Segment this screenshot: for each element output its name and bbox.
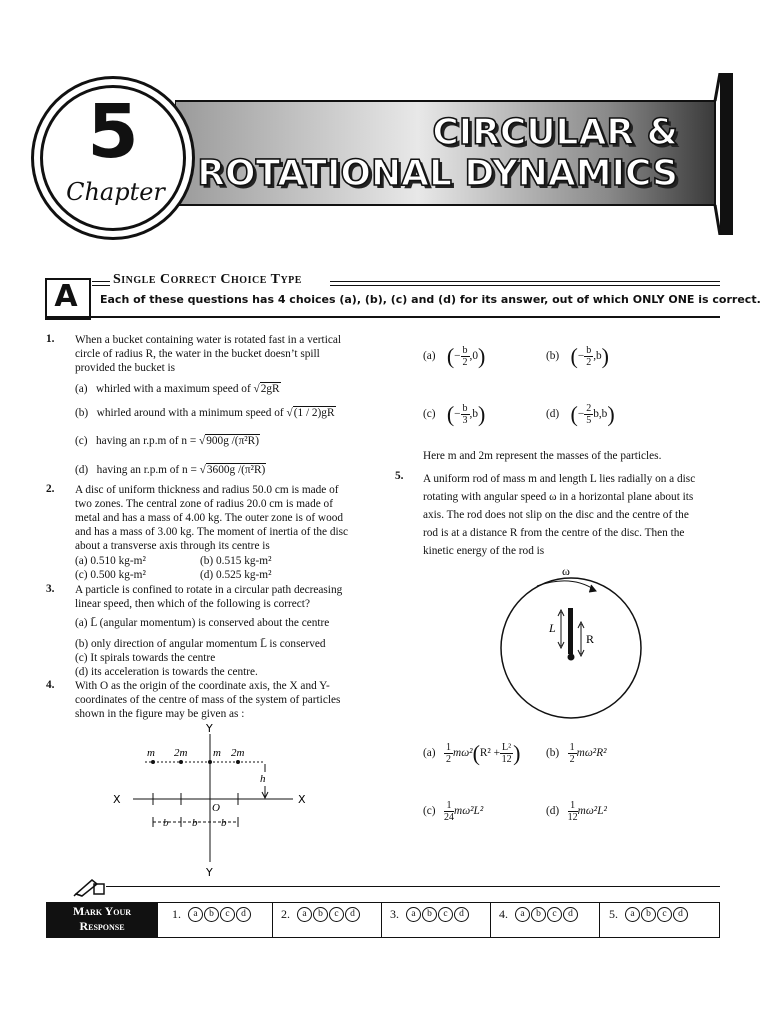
response-q3[interactable]: 3. a b c d <box>390 907 469 922</box>
q5-disc-figure <box>495 560 655 720</box>
q5-option-a: (a) $\frac{1}{2}$ mω²(R² + $\frac{\text{L²}}{12}$ ) <box>423 740 521 766</box>
pencil-hand-icon <box>72 874 106 898</box>
bubble-a[interactable]: a <box>515 907 530 922</box>
q5-L-label: L <box>549 621 556 635</box>
q2-option-b: (b) 0.515 kg-m² <box>200 555 272 567</box>
bubble-c[interactable]: c <box>547 907 562 922</box>
q5-option-c: (c) $\frac{1}{24}$ mω²L² <box>423 800 484 823</box>
bubble-b[interactable]: b <box>422 907 437 922</box>
bubble-d[interactable]: d <box>345 907 360 922</box>
section-rule-long <box>330 281 720 282</box>
q4-coordinate-figure <box>105 720 325 880</box>
q1-option-b: (b) whirled around with a minimum speed of √(1 / 2)gR <box>75 407 335 419</box>
q4-stem: With O as the origin of the coordinate axis, the X and Y- coordinates of the centre of mass of the system of particles shown in the figure may be given as : <box>75 680 341 720</box>
bubble-c[interactable]: c <box>329 907 344 922</box>
bubble-b[interactable]: b <box>204 907 219 922</box>
section-divider <box>45 316 720 318</box>
q4-y-bottom: Y <box>206 866 213 879</box>
q4-m2: 2m <box>174 747 188 759</box>
q1-stem <box>75 333 375 375</box>
q2-option-d: (d) 0.525 kg-m² <box>200 569 272 581</box>
q4-option-b: (b) (− $\frac{b}{2}$ ,b) <box>546 343 609 369</box>
bubble-a[interactable]: a <box>188 907 203 922</box>
section-rule-short <box>92 285 110 286</box>
response-q2[interactable]: 2. a b c d <box>281 907 360 922</box>
bubble-a[interactable]: a <box>297 907 312 922</box>
q4-m1: m <box>147 747 155 759</box>
q5-number: 5. <box>395 470 404 482</box>
q4-x-right: X <box>298 793 306 806</box>
q3-number: 3. <box>46 583 55 595</box>
q4-h: h <box>260 773 266 785</box>
q3-option-c: (c) It spirals towards the centre <box>75 652 216 664</box>
q1-option-a: (a) whirled with a maximum speed of √2gR <box>75 383 280 395</box>
q1-line: When a bucket containing water is rotated fast in a vertical <box>75 334 341 346</box>
response-q5[interactable]: 5. a b c d <box>609 907 688 922</box>
q1-line: circle of radius R, the water in the bucket doesn’t spill <box>75 348 320 360</box>
q2-option-a: (a) 0.510 kg-m² <box>75 555 146 567</box>
q4-y-top: Y <box>206 722 213 735</box>
bubble-d[interactable]: d <box>673 907 688 922</box>
section-description: Each of these questions has 4 choices (a), (b), (c) and (d) for its answer, out of which ONLY ONE is correct. <box>100 293 761 306</box>
response-q4[interactable]: 4. a b c d <box>499 907 578 922</box>
q1-number: 1. <box>46 333 55 345</box>
section-letter: A <box>54 279 78 314</box>
section-rule-long2 <box>330 285 720 286</box>
q5-R-label: R <box>586 632 595 646</box>
q4-origin: O <box>212 802 220 814</box>
q4-option-c: (c) (− $\frac{b}{3}$ ,b) <box>423 401 486 427</box>
section-rule-short2 <box>92 281 110 282</box>
response-q1[interactable]: 1. a b c d <box>172 907 251 922</box>
q4-number: 4. <box>46 679 55 691</box>
bubble-b[interactable]: b <box>641 907 656 922</box>
q4-m3: m <box>213 747 221 759</box>
bubble-c[interactable]: c <box>220 907 235 922</box>
q2-option-c: (c) 0.500 kg-m² <box>75 569 146 581</box>
q5-omega: ω <box>562 564 570 578</box>
chapter-title-line2: ROTATIONAL DYNAMICS <box>197 153 678 194</box>
bubble-a[interactable]: a <box>406 907 421 922</box>
bubble-d[interactable]: d <box>563 907 578 922</box>
q3-option-d: (d) its acceleration is towards the centre. <box>75 666 258 678</box>
q1-option-c: (c) having an r.p.m of n = √900g /(π²R) <box>75 435 259 447</box>
q4-b1: b <box>163 817 169 829</box>
q5-option-d: (d) $\frac{1}{12}$ mω²L² <box>546 800 607 823</box>
chapter-title-line1: CIRCULAR & <box>432 112 678 153</box>
q3-option-b: (b) only direction of angular momentum L̄ is conserved <box>75 638 326 650</box>
section-title: Single Correct Choice Type <box>113 272 302 287</box>
q5-stem: A uniform rod of mass m and length L lies radially on a disc rotating with angular speed ω in a horizontal plane about its axis. The rod does not slip on the disc and the centre of the rod is at a distance R from the centre of the disc. Then the kinetic energy of the rod is <box>423 473 696 557</box>
bubble-c[interactable]: c <box>657 907 672 922</box>
q4-b3: b <box>221 817 227 829</box>
q4-option-d: (d) (− $\frac{2}{5}$ b,b) <box>546 401 615 427</box>
q1-line: provided the bucket is <box>75 362 176 374</box>
q4-note: Here m and 2m represent the masses of the particles. <box>423 450 662 462</box>
q3-option-a: (a) L̄ (angular momentum) is conserved about the centre <box>75 617 330 629</box>
q5-option-b: (b) $\frac{1}{2}$ mω²R² <box>546 742 607 765</box>
q2-stem: A disc of uniform thickness and radius 50.0 cm is made of two zones. The central zone of radius 20.0 cm is made of metal and has a mass of 4.00 kg. The outer zone is of wood and has a mass of 3.00 kg. The moment of inertia of the disc about a transverse axis through its centre is <box>75 484 349 552</box>
q4-b2: b <box>192 817 198 829</box>
q4-option-a: (a) (− $\frac{b}{2}$ ,0) <box>423 343 486 369</box>
bubble-a[interactable]: a <box>625 907 640 922</box>
chapter-label: Chapter <box>66 178 165 206</box>
bubble-c[interactable]: c <box>438 907 453 922</box>
bubble-b[interactable]: b <box>313 907 328 922</box>
q3-stem: A particle is confined to rotate in a circular path decreasing linear speed, then which of the following is correct? <box>75 584 343 610</box>
q1-option-d: (d) having an r.p.m of n = √3600g /(π²R) <box>75 464 266 476</box>
q2-number: 2. <box>46 483 55 495</box>
mark-your-response-label: Mark Your Response <box>46 902 158 938</box>
bubble-d[interactable]: d <box>236 907 251 922</box>
bubble-b[interactable]: b <box>531 907 546 922</box>
q4-m4: 2m <box>231 747 245 759</box>
footer-rule <box>106 886 720 887</box>
bubble-d[interactable]: d <box>454 907 469 922</box>
chapter-number: 5 <box>87 89 139 175</box>
q4-x-left: X <box>113 793 121 806</box>
